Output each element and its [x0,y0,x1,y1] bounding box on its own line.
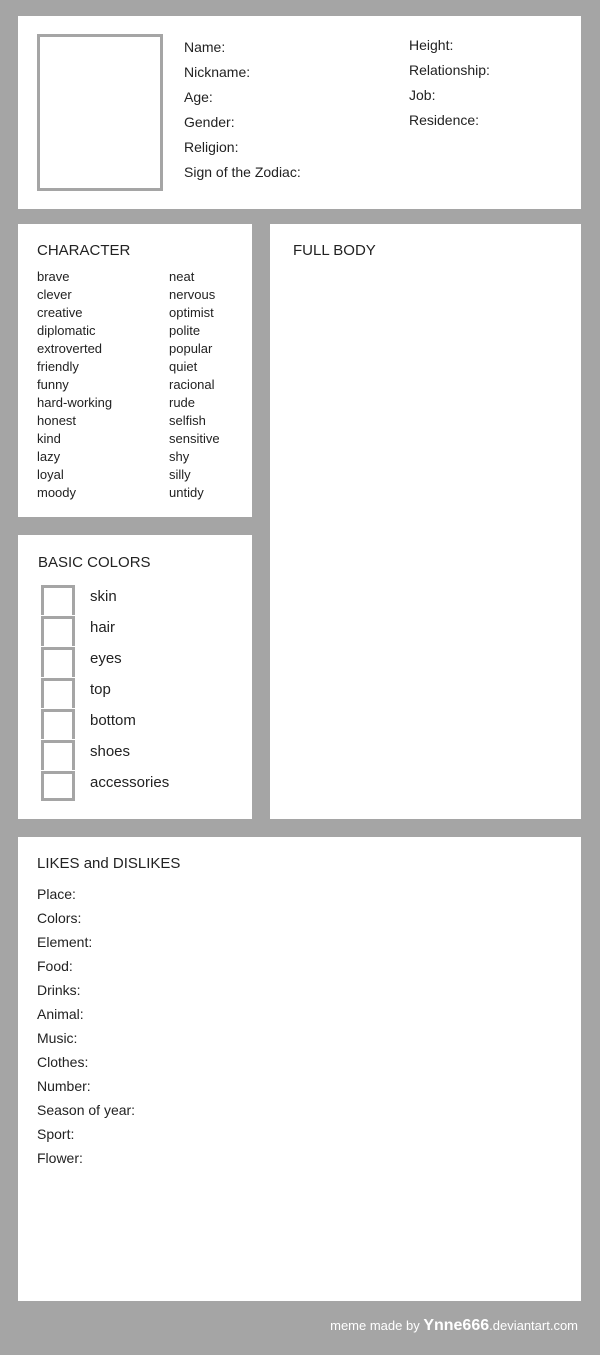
trait-item: brave [37,269,70,284]
likes-field-music: Music: [37,1030,78,1046]
bio-field-nickname: Nickname: [184,64,251,80]
color-swatch-box [41,647,75,677]
character-title: CHARACTER [37,242,131,259]
bio-field-relationship: Relationship: [409,62,490,78]
bio-field-religion: Religion: [184,139,239,155]
basic-colors-panel [18,535,252,819]
color-label: shoes [90,743,131,760]
bio-field-height: Height: [409,37,454,53]
color-label: bottom [90,712,136,729]
color-label: skin [90,588,117,605]
character-panel [18,224,252,517]
likes-field-colors: Colors: [37,910,82,926]
color-swatch-box [41,678,75,708]
trait-item: polite [169,323,201,338]
trait-item: kind [37,431,61,446]
trait-item: funny [37,377,69,392]
color-label: top [90,681,111,698]
trait-item: optimist [169,305,214,320]
color-swatch-box [41,585,75,615]
trait-item: friendly [37,359,79,374]
likes-field-sport: Sport: [37,1126,75,1142]
color-swatch-box [41,709,75,739]
color-swatch-box [41,616,75,646]
credit-suffix: .deviantart.com [489,1318,578,1333]
trait-item: lazy [37,449,61,464]
likes-field-animal: Animal: [37,1006,84,1022]
trait-item: moody [37,485,77,500]
trait-item: popular [169,341,213,356]
likes-field-number: Number: [37,1078,91,1094]
credit-author: Ynne666 [423,1317,490,1334]
bio-field-zodiac: Sign of the Zodiac: [184,164,301,180]
credit-prefix: meme made by [330,1318,424,1333]
trait-item: creative [37,305,83,320]
bio-panel [18,16,581,209]
trait-item: loyal [37,467,64,482]
likes-field-clothes: Clothes: [37,1054,89,1070]
full-body-panel [270,224,581,819]
trait-item: untidy [169,485,204,500]
likes-field-element: Element: [37,934,93,950]
bio-field-name: Name: [184,39,226,55]
trait-item: selfish [169,413,206,428]
bio-field-gender: Gender: [184,114,235,130]
bio-right-fields [409,33,490,133]
likes-field-drinks: Drinks: [37,982,81,998]
trait-item: silly [169,467,191,482]
trait-item: diplomatic [37,323,96,338]
trait-item: neat [169,269,195,284]
trait-item: honest [37,413,77,428]
trait-item: racional [169,377,215,392]
full-body-title: FULL BODY [293,242,376,259]
traits-right-column [169,268,220,502]
bio-field-age: Age: [184,89,213,105]
likes-field-flower: Flower: [37,1150,83,1166]
color-swatch-box [41,771,75,801]
likes-dislikes-title: LIKES and DISLIKES [37,855,181,872]
traits-left-column [37,268,112,502]
trait-item: nervous [169,287,216,302]
trait-item: clever [37,287,72,302]
likes-field-season: Season of year: [37,1102,136,1118]
likes-field-list [37,882,135,1170]
credit-line [330,1317,578,1335]
basic-colors-title: BASIC COLORS [38,554,151,571]
bio-field-job: Job: [409,87,436,103]
likes-field-food: Food: [37,958,73,974]
likes-field-place: Place: [37,886,76,902]
trait-item: rude [169,395,196,410]
portrait-box [37,34,163,191]
bio-left-fields [184,35,301,185]
bio-field-residence: Residence: [409,112,480,128]
trait-item: sensitive [169,431,220,446]
color-label: eyes [90,650,122,667]
color-label: accessories [90,774,170,791]
trait-item: quiet [169,359,198,374]
trait-item: hard-working [37,395,113,410]
trait-item: shy [169,449,190,464]
trait-item: extroverted [37,341,103,356]
color-label: hair [90,619,116,636]
color-swatch-box [41,740,75,770]
likes-dislikes-panel [18,837,581,1301]
